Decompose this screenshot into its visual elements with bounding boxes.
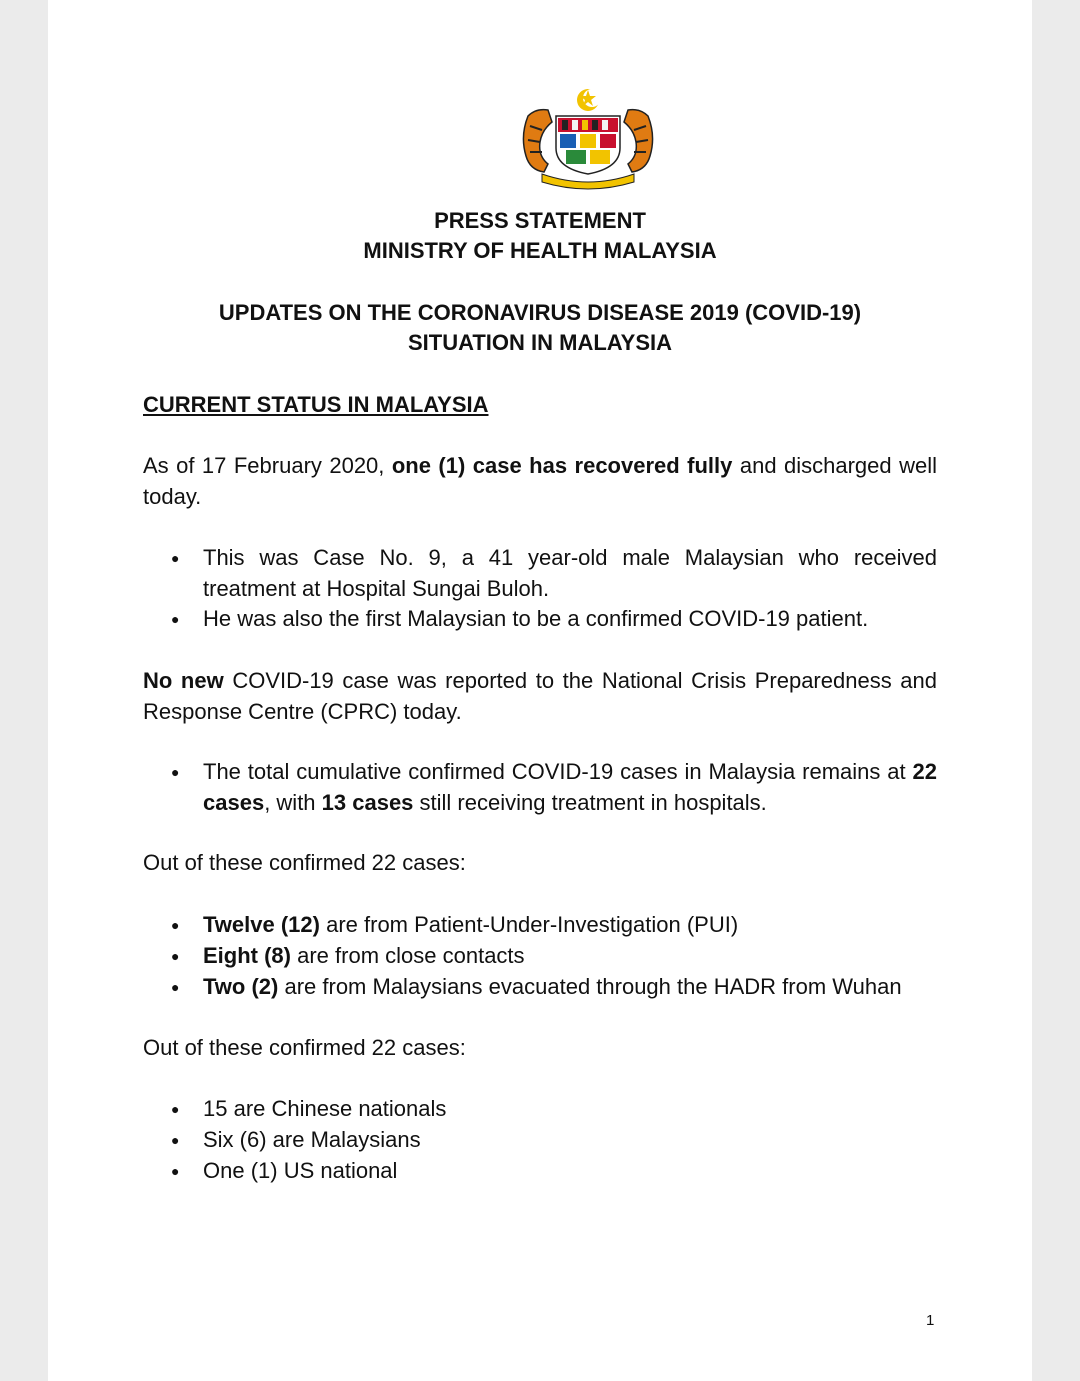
- text-span: still receiving treatment in hospitals.: [413, 790, 767, 815]
- bullet-icon: ●: [171, 1101, 180, 1117]
- text-span: As of 17 February 2020,: [143, 453, 392, 478]
- list-item-text: Six (6) are Malaysians: [203, 1127, 421, 1152]
- list-item: [171, 940, 937, 971]
- page-number: 1: [926, 1312, 935, 1329]
- section-title: CURRENT STATUS IN MALAYSIA: [143, 392, 489, 417]
- paragraph-breakdown-intro: Out of these confirmed 22 cases:: [143, 850, 466, 875]
- bold-span: Two (2): [203, 974, 279, 999]
- paragraph-recovery: [143, 450, 937, 512]
- document-page: [48, 0, 1032, 1381]
- paragraph-nationality-intro: Out of these confirmed 22 cases:: [143, 1035, 466, 1060]
- list-item-text: [203, 940, 937, 971]
- list-item-text: This was Case No. 9, a 41 year-old male Malaysian who received treatment at Hospital Sungai Buloh.: [203, 545, 937, 601]
- list-item: [171, 542, 937, 604]
- bold-span: one (1) case has recovered fully: [391, 453, 733, 478]
- list-item: [171, 971, 937, 1002]
- list-item-text: 15 are Chinese nationals: [203, 1096, 447, 1121]
- list-item: [171, 909, 937, 940]
- list-item-text: [203, 909, 937, 940]
- text-span: , with: [264, 790, 322, 815]
- press-statement-header: [48, 206, 1032, 266]
- document-title: [48, 298, 1032, 358]
- paragraph-no-new-case: [143, 665, 937, 727]
- list-item-text: [203, 756, 937, 818]
- bullet-icon: ●: [171, 948, 180, 964]
- bold-span: 13 cases: [321, 790, 414, 815]
- bullet-icon: ●: [171, 611, 180, 627]
- list-item: [171, 1093, 937, 1124]
- text-span: and discharged well today.: [143, 453, 937, 509]
- title-line-2: SITUATION IN MALAYSIA: [407, 330, 672, 355]
- bullet-icon: ●: [171, 917, 180, 933]
- bold-span: No new: [143, 668, 224, 693]
- bold-span: Eight (8): [203, 943, 291, 968]
- title-line-1: UPDATES ON THE CORONAVIRUS DISEASE 2019 (COVID-19): [218, 300, 862, 325]
- bullet-icon: ●: [171, 1132, 180, 1148]
- list-item: [171, 1155, 937, 1186]
- list-item-text: He was also the first Malaysian to be a confirmed COVID-19 patient.: [203, 606, 869, 631]
- list-item-text: One (1) US national: [203, 1158, 398, 1183]
- bold-span: Twelve (12): [203, 912, 320, 937]
- bullet-icon: ●: [171, 1163, 180, 1179]
- list-item: [171, 756, 937, 818]
- bullet-icon: ●: [171, 979, 180, 995]
- list-item: [171, 1124, 937, 1155]
- header-line-1: PRESS STATEMENT: [434, 208, 646, 233]
- text-span: are from close contacts: [291, 943, 525, 968]
- bullet-icon: ●: [171, 550, 180, 566]
- list-item: [171, 603, 937, 634]
- text-span: The total cumulative confirmed COVID-19 cases in Malaysia remains at: [203, 759, 913, 784]
- text-span: are from Patient-Under-Investigation (PUI): [319, 912, 739, 937]
- header-line-2: MINISTRY OF HEALTH MALAYSIA: [363, 238, 717, 263]
- coat-of-arms-logo: [518, 86, 658, 190]
- text-span: are from Malaysians evacuated through the HADR from Wuhan: [278, 974, 902, 999]
- bullet-icon: ●: [171, 764, 180, 780]
- bold-span: 22 cases: [203, 759, 937, 815]
- list-item-text: [203, 971, 937, 1002]
- text-span: COVID-19 case was reported to the National Crisis Preparedness and Response Centre (CPRC) today.: [143, 668, 937, 724]
